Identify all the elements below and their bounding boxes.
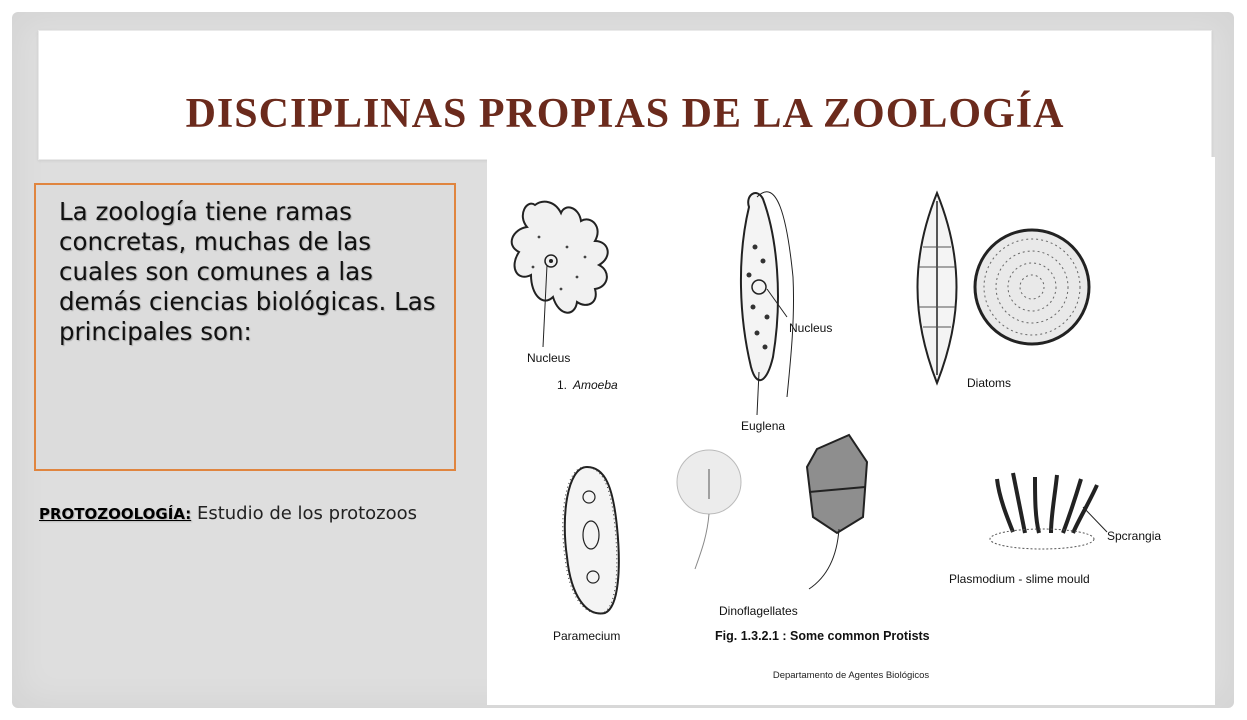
euglena-drawing (741, 192, 794, 415)
amoeba-nucleus-label: Nucleus (527, 351, 571, 365)
paramecium-label: Paramecium (553, 629, 621, 643)
amoeba-drawing (512, 202, 608, 347)
protozoology-description: Estudio de los protozoos (191, 503, 418, 524)
slide-title: DISCIPLINAS PROPIAS DE LA ZOOLOGÍA (185, 91, 1065, 137)
slime-mould-drawing (990, 473, 1107, 549)
euglena-label: Euglena (741, 419, 786, 433)
intro-text-box (34, 183, 456, 471)
figure-caption: Fig. 1.3.2.1 : Some common Protists (715, 629, 930, 643)
diatoms-label: Diatoms (967, 376, 1012, 390)
protists-figure (487, 157, 1215, 705)
dinoflagellates-label: Dinoflagellates (719, 604, 798, 618)
euglena-nucleus-label: Nucleus (789, 321, 833, 335)
plasmodium-label: Plasmodium - slime mould (949, 572, 1090, 586)
diatom-elongated-drawing (918, 193, 957, 383)
title-bar (38, 30, 1212, 160)
dinoflagellate-dark-drawing (807, 435, 867, 589)
amoeba-number-label: 1. (557, 378, 568, 392)
protozoology-line (39, 503, 417, 524)
amoeba-label: Amoeba (573, 378, 618, 392)
paramecium-drawing (563, 467, 619, 614)
sporangia-label: Spcrangia (1107, 529, 1162, 543)
diatom-round-drawing (975, 230, 1089, 344)
protozoology-term: PROTOZOOLOGÍA: (39, 505, 192, 523)
protists-illustration (487, 157, 1215, 705)
intro-paragraph: La zoología tiene ramas concretas, muchas de las cuales son comunes a las demás ciencias biológicas. Las principales son: (59, 197, 436, 346)
figure-footer: Departamento de Agentes Biológicos (772, 670, 930, 681)
dinoflagellate-pale-drawing (677, 450, 741, 569)
